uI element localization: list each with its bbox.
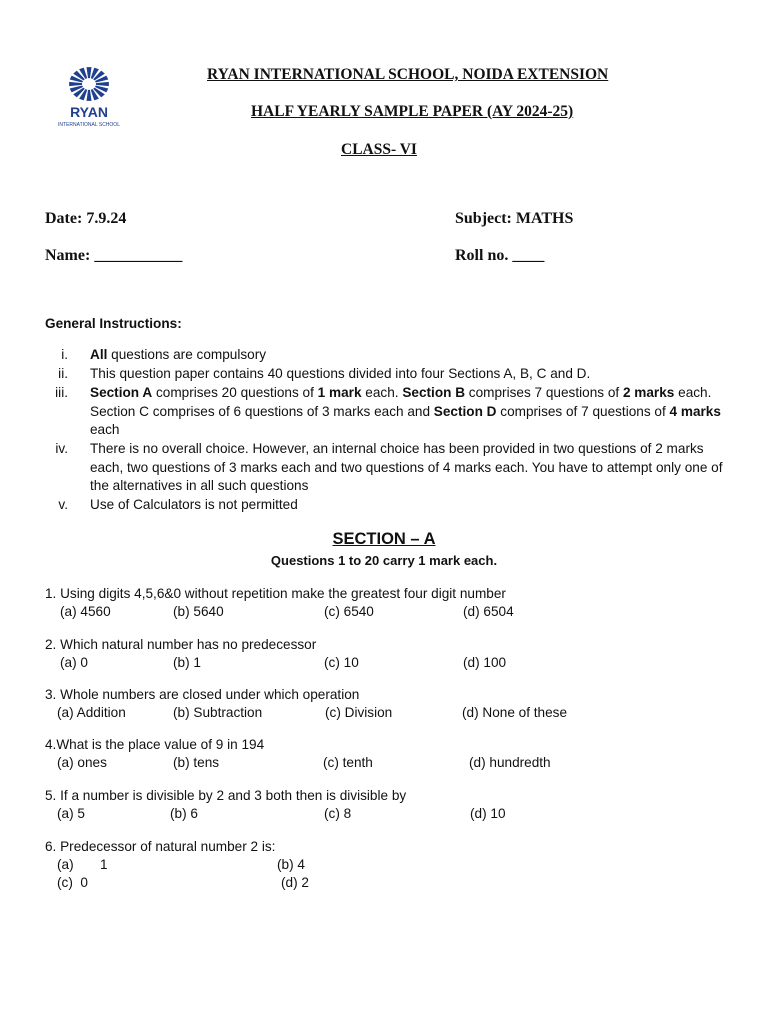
instruction-text: comprises 20 questions of [152, 385, 318, 400]
instruction-item [38, 346, 728, 365]
instruction-item [38, 496, 728, 515]
answer-option: (d) 6504 [463, 604, 514, 619]
school-logo [44, 62, 134, 130]
instruction-text: There is no overall choice. However, an internal choice has been provided in two questions of 2 marks each, two questions of 3 marks each and two questions of 4 marks each. You have to attempt only one of the alternatives in all such questions [90, 441, 723, 493]
logo-ray [69, 82, 82, 86]
logo-sunburst-icon [44, 62, 134, 130]
paper-title: HALF YEARLY SAMPLE PAPER (AY 2024-25) [251, 103, 574, 120]
instruction-text: Section A [90, 385, 153, 400]
instruction-text: Section D [433, 403, 497, 419]
instruction-text: 2 marks [622, 385, 675, 400]
answer-option: (d) hundredth [469, 755, 551, 770]
name-field: Name: ___________ [45, 247, 183, 264]
answer-option: (a) ones [57, 755, 107, 770]
instruction-text: each [90, 422, 120, 437]
instruction-item [38, 384, 728, 440]
answer-option: (c) 10 [324, 655, 359, 670]
answer-option: (c) 8 [324, 806, 352, 821]
answer-option: (a) 5 [57, 806, 85, 821]
instruction-text: All [90, 347, 108, 362]
instructions-title: General Instructions: [45, 316, 182, 331]
answer-option: (b) tens [173, 755, 220, 770]
question-text: 2. Which natural number has no predecessor [45, 637, 317, 652]
instruction-number: ii. [58, 366, 68, 381]
instruction-text: This question paper contains 40 questions divided into four Sections A, B, C and D. [90, 366, 591, 381]
logo-subtext: INTERNATIONAL SCHOOL [58, 122, 120, 128]
answer-option: (b) 5640 [173, 604, 224, 619]
answer-option: (c) 0 [57, 875, 88, 890]
answer-option: (d) 2 [281, 875, 309, 890]
answer-option: (a) 4560 [60, 604, 111, 619]
answer-option: (d) 10 [470, 806, 506, 821]
section-subtitle: Questions 1 to 20 carry 1 mark each. [270, 553, 498, 568]
instruction-text: comprises 7 questions of [465, 385, 623, 400]
school-name: RYAN INTERNATIONAL SCHOOL, NOIDA EXTENSION [207, 66, 609, 83]
roll-number-field: Roll no. ____ [455, 247, 545, 264]
subject-field: Subject: MATHS [455, 210, 574, 227]
instruction-text: 1 mark [317, 385, 362, 400]
logo-ray [86, 90, 91, 101]
instruction-number: iv. [55, 441, 68, 456]
question-text: 4.What is the place value of 9 in 194 [45, 737, 265, 752]
logo-ray [86, 67, 91, 78]
answer-option: (b) 1 [173, 655, 201, 670]
instruction-number: iii. [55, 385, 68, 400]
instruction-item [38, 365, 728, 384]
answer-option: (c) 6540 [324, 604, 374, 619]
class-title: CLASS- VI [341, 141, 417, 158]
instruction-number: v. [58, 497, 68, 512]
logo-ray [96, 82, 109, 86]
instruction-text: Section B [402, 385, 466, 400]
answer-option: (b) 6 [170, 806, 198, 821]
instruction-item [38, 440, 728, 496]
instruction-text: each. [361, 385, 403, 400]
answer-option: (b) Subtraction [173, 705, 263, 720]
answer-option: (a) 0 [60, 655, 88, 670]
answer-option: (d) 100 [463, 655, 507, 670]
answer-option: (c) Division [325, 705, 393, 720]
answer-option: (a) Addition [57, 705, 126, 720]
instructions-list [38, 346, 728, 515]
instruction-text: 4 marks [669, 403, 721, 419]
question-text: 6. Predecessor of natural number 2 is: [45, 839, 276, 854]
instruction-text: each. Section C comprises of 6 questions of 3 marks each and [90, 385, 712, 419]
section-title: SECTION – A [332, 530, 436, 548]
answer-option: (b) 4 [277, 857, 305, 872]
answer-option: (c) tenth [323, 755, 373, 770]
answer-option: (a) 1 [57, 857, 108, 872]
instruction-text: questions are compulsory [107, 347, 267, 362]
question-text: 5. If a number is divisible by 2 and 3 both then is divisible by [45, 788, 407, 803]
instruction-text: Use of Calculators is not permitted [90, 497, 298, 512]
question-text: 3. Whole numbers are closed under which operation [45, 687, 360, 702]
answer-option: (d) None of these [462, 705, 568, 720]
instruction-text: comprises of 7 questions of [496, 403, 670, 419]
question-text: 1. Using digits 4,5,6&0 without repetition make the greatest four digit number [45, 586, 506, 601]
logo-word: RYAN [70, 104, 108, 120]
instruction-number: i. [61, 347, 68, 362]
date-field: Date: 7.9.24 [45, 210, 127, 227]
